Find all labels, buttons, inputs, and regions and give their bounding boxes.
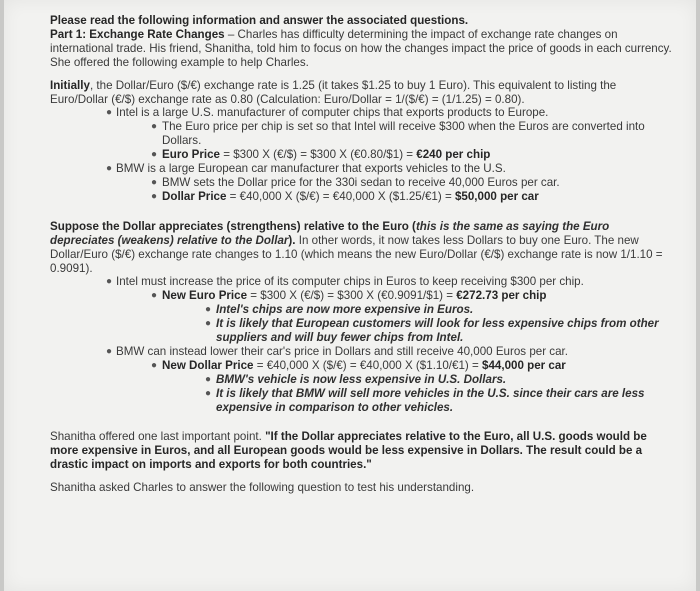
bmw-new-dollar-price: ● New Dollar Price = €40,000 X ($/€) = €40,000 X ($1.10/€1) = $44,000 per car xyxy=(151,358,566,372)
intel-new-euro-price: ● New Euro Price = $300 X (€/$) = $300 X (€0.9091/$1) = €272.73 per chip xyxy=(151,289,547,303)
bmw-note-2: ● It is likely that BMW will sell more vehicles in the U.S. since their cars are less expensive in comparison to other vehicles. xyxy=(205,386,645,414)
bmw-new-bullet: ● BMW can instead lower their car's price in Dollars and still receive 40,000 Euros per car. xyxy=(106,344,568,358)
appreciation-paragraph: Suppose the Dollar appreciates (strengthens) relative to the Euro (this is the same as saying the Euro depreciates (weakens) relative to the Dollar). In other words, it now takes less Dollars to buy one Euro. The new Dollar/Euro ($/€) exchange rate changes to 1.10 (which means the new Euro/Dollar (€/$) exchange rate is now 1/1.10 = 0.9091). xyxy=(50,219,663,275)
bullet-icon: ● xyxy=(106,276,113,288)
bullet-icon: ● xyxy=(106,163,113,175)
bullet-icon: ● xyxy=(151,359,158,371)
bullet-icon: ● xyxy=(205,304,212,316)
intel-euro-price: ● Euro Price = $300 X (€/$) = $300 X (€0.80/$1) = €240 per chip xyxy=(151,148,491,162)
final-line: Shanitha asked Charles to answer the following question to test his understanding. xyxy=(50,481,475,495)
initially-bullets xyxy=(50,106,674,203)
document-body xyxy=(50,14,674,495)
bullet-icon: ● xyxy=(205,318,212,330)
bmw-sub-bullet: ● BMW sets the Dollar price for the 330i sedan to receive 40,000 Euros per car. xyxy=(151,175,560,189)
appreciation-bullets xyxy=(50,275,674,414)
intel-new-bullet: ● Intel must increase the price of its computer chips in Euros to keep receiving $300 per chip. xyxy=(106,275,584,289)
initially-paragraph: Initially, the Dollar/Euro ($/€) exchange rate is 1.25 (it takes $1.25 to buy 1 Euro). This equivalent to listing the Euro/Dollar (€/$) exchange rate as 0.80 (Calculation: Euro/Dollar = 1/($/€) = (1/1.25) = 0.80). xyxy=(50,78,617,106)
closing-section xyxy=(50,430,674,472)
bullet-icon: ● xyxy=(106,107,113,119)
bullet-icon: ● xyxy=(151,149,158,161)
part-1-paragraph: Part 1: Exchange Rate Changes – Charles has difficulty determining the impact of exchange rate changes on international trade. His friend, Shanitha, told him to focus on how the changes impact the price of goods in each currency. She offered the following example to help Charles. xyxy=(50,27,672,69)
document-page xyxy=(4,0,696,591)
instructions-heading: Please read the following information and answer the associated questions. xyxy=(50,14,469,27)
bullet-icon: ● xyxy=(205,373,212,385)
intel-sub-bullet: ● The Euro price per chip is set so that Intel will receive $300 when the Euros are converted into Dollars. xyxy=(151,120,645,148)
closing-quote: "If the Dollar appreciates relative to the Euro, all U.S. goods would be more expensive in Euros, and all European goods would be less expensive in Dollars. The result could be a drastic impact on imports and exports for both countries." xyxy=(50,430,647,472)
appreciation-section xyxy=(50,220,674,415)
bullet-icon: ● xyxy=(205,387,212,399)
intel-bullet: ● Intel is a large U.S. manufacturer of computer chips that exports products to Europe. xyxy=(106,106,549,120)
intel-note-1: ● Intel's chips are now more expensive in Euros. xyxy=(205,303,474,317)
intel-note-2: ● It is likely that European customers will look for less expensive chips from other suppliers and will buy fewer chips from Intel. xyxy=(205,317,659,345)
closing-paragraph: Shanitha offered one last important point. "If the Dollar appreciates relative to the Euro, all U.S. goods would be more expensive in Euros, and all European goods would be less expensive in Dollars. The result could be a drastic impact on imports and exports for both countries." xyxy=(50,430,647,472)
bullet-icon: ● xyxy=(151,121,158,133)
initially-section xyxy=(50,79,674,204)
bullet-icon: ● xyxy=(151,176,158,188)
bmw-dollar-price: ● Dollar Price = €40,000 X ($/€) = €40,000 X ($1.25/€1) = $50,000 per car xyxy=(151,189,539,203)
part-1-title: Part 1: Exchange Rate Changes xyxy=(50,27,225,41)
bullet-icon: ● xyxy=(106,345,113,357)
bmw-bullet: ● BMW is a large European car manufacturer that exports vehicles to the U.S. xyxy=(106,162,506,176)
bmw-note-1: ● BMW's vehicle is now less expensive in U.S. Dollars. xyxy=(205,372,507,386)
bullet-icon: ● xyxy=(151,190,158,202)
bullet-icon: ● xyxy=(151,290,158,302)
intro-section xyxy=(50,14,674,70)
